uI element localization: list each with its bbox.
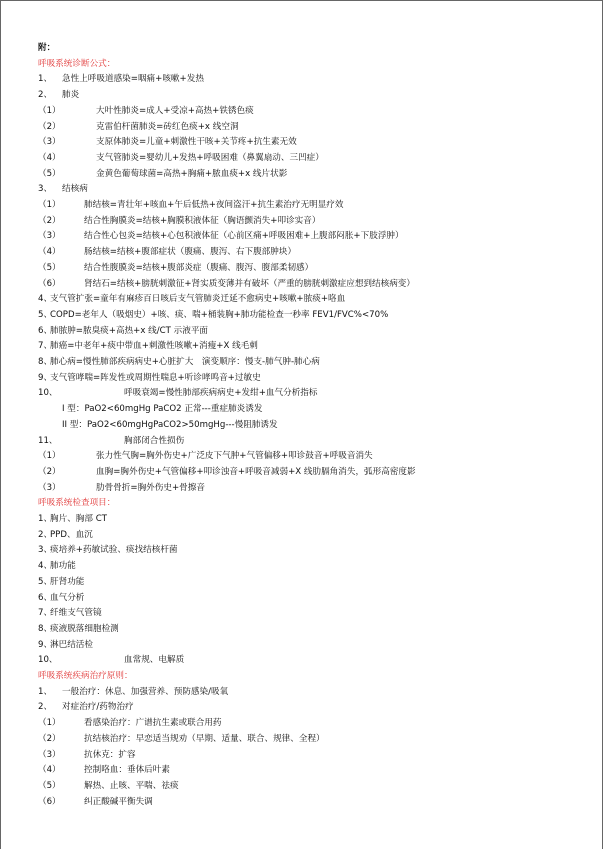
item-number: 3、: [38, 545, 53, 556]
section-heading: 呼吸系统疾病治疗原则：: [38, 671, 133, 681]
item-text: 肾结石=结核+膀胱刺激征+肾实质变薄并有破坏（严重的膀胱刺激症应想到结核病变）: [84, 278, 415, 289]
item-text: 抗结核治疗：早恋适当规劝（早期、适量、联合、规律、全程）: [84, 733, 325, 744]
item-number: 6、: [38, 325, 53, 336]
item-number: 3、: [38, 184, 53, 195]
item-text: 支气管扩张=童年有麻疹百日咳后支气管肺炎迁延不愈病史+咳嗽+脓痰+咯血: [50, 294, 346, 305]
item-number: 8、: [38, 357, 53, 367]
item-text: 纤维支气管镜: [50, 608, 102, 619]
item-text: 结合性胸膜炎=结核+胸膜积液体征（胸语颤消失+叩诊实音）: [84, 215, 321, 226]
item-text: I 型：PaO2<60mgHg PaCO2 正常---重症肺炎诱发: [62, 404, 263, 415]
item-text: 肺癌=中老年+痰中带血+刺激性咳嗽+消瘦+X 线毛刺: [50, 341, 258, 352]
item-text: 肠结核=结核+腹部症状（腹痛、腹泻、右下腹部肿块）: [84, 247, 297, 258]
item-number: 4、: [38, 294, 53, 305]
item-number: （2）: [38, 121, 61, 132]
item-number: 1、: [38, 686, 53, 697]
item-number: （4）: [38, 765, 61, 776]
item-number: 11、: [38, 435, 58, 446]
item-number: （1）: [38, 105, 61, 116]
item-number: （3）: [38, 749, 61, 760]
item-text: 肺心病=慢性肺部疾病病史+心脏扩大 演变顺序：慢支-肺气肿-肺心病: [50, 357, 320, 367]
item-number: （2）: [38, 466, 61, 477]
appendix-label: 附：: [38, 43, 56, 53]
item-number: （6）: [38, 796, 61, 807]
item-text: 肋骨骨折=胸外伤史+骨擦音: [96, 482, 205, 493]
item-text: 淋巴结活检: [50, 639, 93, 650]
item-text: COPD=老年人（吸烟史）+咳、痰、喘+桶装胸+肺功能检查一秒率 FEV1/FVC%<70%: [50, 309, 389, 320]
section-heading: 呼吸系统诊断公式：: [38, 58, 116, 69]
item-number: （5）: [38, 168, 61, 179]
item-number: 9、: [38, 639, 53, 650]
item-text: 解热、止咳、平喘、祛痰: [84, 780, 179, 791]
item-number: 1、: [38, 514, 53, 524]
item-number: （2）: [38, 733, 61, 744]
item-text: 大叶性肺炎=成人+受凉+高热+铁锈色痰: [96, 105, 254, 116]
item-number: （4）: [38, 152, 61, 163]
item-number: 10、: [38, 388, 58, 399]
item-text: 肺脓肿=脓臭痰+高热+x 线/CT 示液平面: [50, 325, 209, 336]
item-text: 支气管哮喘=阵发性或周期性喘息+听诊哮鸣音+过敏史: [50, 372, 261, 383]
item-text: 血胸=胸外伤史+气管偏移+叩诊浊音+呼吸音减弱+X 线肋膈角消失，弧形高密度影: [96, 466, 416, 477]
item-number: （3）: [38, 137, 61, 148]
item-number: 8、: [38, 623, 53, 634]
item-text: 肺功能: [50, 561, 76, 572]
item-text: 胸部闭合性损伤: [124, 435, 185, 446]
item-number: （4）: [38, 247, 61, 258]
item-number: 10、: [38, 655, 58, 666]
item-number: （1）: [38, 200, 61, 210]
item-text: 肺结核=青壮年+咳血+午后低热+夜间盗汗+抗生素治疗无明显疗效: [84, 200, 344, 210]
item-number: 2、: [38, 702, 53, 713]
item-text: 血气分析: [50, 592, 85, 603]
item-text: 结核病: [62, 184, 88, 195]
item-text: 对症治疗/药物治疗: [62, 702, 134, 713]
item-number: 7、: [38, 341, 53, 352]
item-text: 呼吸衰竭=慢性肺部疾病病史+发绀+血气分析指标: [124, 388, 318, 399]
item-text: 一般治疗：休息、加强营养、预防感染/吸氧: [62, 686, 229, 697]
item-text: 纠正酸碱平衡失调: [84, 796, 153, 807]
section-heading: 呼吸系统检查项目：: [38, 498, 116, 509]
item-text: 克雷伯杆菌肺炎=砖红色痰+x 线空洞: [96, 121, 239, 132]
item-text: 肝肾功能: [50, 576, 85, 587]
item-number: 2、: [38, 90, 53, 101]
item-text: 急性上呼吸道感染=咽痛+咳嗽+发热: [62, 74, 204, 85]
item-text: 支原体肺炎=儿童+刺激性干咳+关节疼+抗生素无效: [96, 137, 297, 148]
item-number: 1、: [38, 74, 53, 85]
item-text: 肺炎: [62, 90, 80, 101]
item-text: 痰培养+药敏试验、痰找结核杆菌: [50, 545, 178, 556]
item-number: （5）: [38, 780, 61, 791]
item-text: II 型：PaO2<60mgHgPaCO2>50mgHg---慢阻肺诱发: [62, 419, 278, 430]
item-text: 胸片、胸部 CT: [50, 514, 107, 524]
item-number: 7、: [38, 608, 53, 619]
item-number: 9、: [38, 372, 53, 383]
item-number: （3）: [38, 482, 61, 493]
item-text: 血常规、电解质: [124, 655, 185, 666]
item-text: 看感染治疗：广谱抗生素或联合用药: [84, 718, 222, 729]
item-text: 结合性腹膜炎=结核+腹部炎症（腹痛、腹泻、腹部柔韧感）: [84, 262, 314, 273]
item-number: （6）: [38, 278, 61, 289]
item-text: 金黄色葡萄球菌=高热+胸痛+脓血痰+x 线片状影: [96, 168, 288, 179]
item-text: PPD、血沉: [50, 529, 93, 540]
item-number: 5、: [38, 309, 53, 320]
item-number: （3）: [38, 231, 61, 242]
item-text: 痰液脱落细胞检测: [50, 623, 119, 634]
item-number: 4、: [38, 561, 53, 572]
item-number: （1）: [38, 451, 61, 462]
item-text: 支气管肺炎=婴幼儿+发热+呼吸困难（鼻翼扇动、三凹症）: [96, 152, 324, 163]
item-number: （2）: [38, 215, 61, 226]
item-text: 张力性气胸=胸外伤史+广泛皮下气肿+气管偏移+叩诊鼓音+呼吸音消失: [96, 451, 373, 462]
item-text: 控制咯血：垂体后叶素: [84, 765, 170, 776]
item-number: 2、: [38, 529, 53, 540]
item-text: 结合性心包炎=结核+心包积液体征（心前区痛+呼吸困难+上腹部闷胀+下肢浮肿）: [84, 231, 404, 242]
item-text: 抗休克：扩容: [84, 749, 136, 760]
item-number: 6、: [38, 592, 53, 603]
item-number: 5、: [38, 576, 53, 587]
item-number: （1）: [38, 718, 61, 729]
item-number: （5）: [38, 262, 61, 273]
